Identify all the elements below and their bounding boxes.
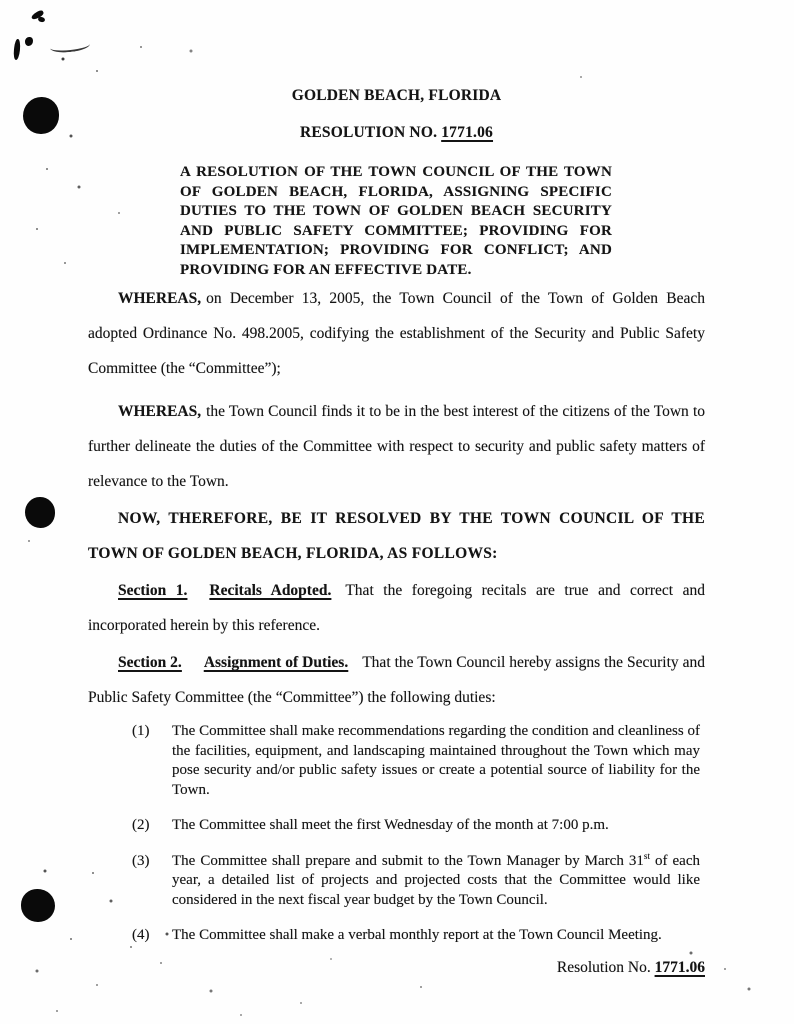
footer-label: Resolution No.	[556, 958, 651, 976]
duty-item-number: (3)	[132, 852, 150, 869]
section-1-text: That the foregoing recitals are true and correct and incorporated herein by this reference.	[88, 582, 705, 634]
whereas-clause-1	[88, 281, 705, 386]
document-city-heading: GOLDEN BEACH, FLORIDA	[291, 87, 502, 104]
section-1	[88, 573, 705, 643]
duty-item-number: (1)	[132, 723, 150, 739]
footer-resolution-reference	[88, 959, 705, 977]
section-1-heading: Recitals Adopted.	[209, 582, 332, 599]
section-2-number: Section 2.	[118, 654, 182, 671]
ink-blob-artifact-top	[23, 97, 59, 134]
section-2	[88, 645, 705, 715]
whereas-text: the Town Council finds it to be in the best interest of the citizens of the Town to further delineate the duties of the Committee with respect to security and public safety matters of relevance to the Town.	[88, 403, 705, 490]
duty-item-number: (2)	[132, 817, 150, 833]
ink-blob-artifact-middle	[25, 497, 55, 528]
ink-scribble-artifact	[13, 39, 21, 61]
section-1-number: Section 1.	[118, 582, 188, 599]
duty-item-text: The Committee shall meet the first Wednesday of the month at 7:00 p.m.	[172, 817, 609, 833]
duty-item-text: The Committee shall make recommendations regarding the condition and cleanliness of the facilities, equipment, and landscaping maintained throughout the Town which may pose security and/or public safety issues or create a potential source of liability for the Town.	[172, 723, 700, 798]
ordinal-superscript: st	[643, 851, 651, 862]
duty-item-2	[132, 816, 705, 836]
resolved-clause: NOW, THEREFORE, BE IT RESOLVED BY THE TOWN COUNCIL OF THE TOWN OF GOLDEN BEACH, FLORIDA, AS FOLLOWS:	[88, 510, 705, 562]
resolution-number-heading	[88, 123, 705, 143]
duty-item-text	[172, 852, 700, 911]
resolution-number: 1771.06	[441, 124, 494, 141]
duty-item-text: The Committee shall make a verbal monthly report at the Town Council Meeting.	[172, 927, 662, 943]
whereas-clause-2	[88, 394, 705, 499]
ink-arc-artifact	[49, 38, 90, 54]
footer-resolution-number: 1771.06	[654, 958, 705, 976]
resolution-label: RESOLUTION NO.	[299, 124, 438, 141]
document-content	[88, 86, 705, 977]
ink-scribble-artifact	[37, 16, 45, 23]
ink-scribble-artifact	[25, 37, 33, 46]
section-2-heading: Assignment of Duties.	[203, 654, 349, 671]
resolution-title-block: A RESOLUTION OF THE TOWN COUNCIL OF THE TOWN OF GOLDEN BEACH, FLORIDA, ASSIGNING SPECIFIC DUTIES TO THE TOWN OF GOLDEN BEACH SECURITY AND PUBLIC SAFETY COMMITTEE; PROVIDING FOR IMPLEMENTATION; PROVIDING FOR CONFLICT; AND PROVIDING FOR AN EFFECTIVE DATE.	[180, 164, 612, 278]
scan-speckles	[0, 0, 2, 2]
duty-item-number: (4)	[132, 927, 150, 943]
duty-item-4	[132, 926, 705, 946]
duty-item-text-part2: of each year, a detailed list of projects and projected costs that the Committee would like considered in the next fiscal year budget by the Town Council.	[172, 852, 700, 908]
section-2-text: That the Town Council hereby assigns the Security and Public Safety Committee (the “Committee”) the following duties:	[88, 654, 705, 706]
duty-item-3	[132, 852, 705, 911]
whereas-lead: WHEREAS,	[118, 403, 202, 420]
duty-item-1	[132, 722, 705, 800]
duty-item-text-part1: The Committee shall prepare and submit to the Town Manager by March 31	[172, 852, 644, 869]
whereas-lead: WHEREAS,	[118, 290, 202, 307]
whereas-text: on December 13, 2005, the Town Council of the Town of Golden Beach adopted Ordinance No. 498.2005, codifying the establishment of the Security and Public Safety Committee (the “Committee”);	[88, 290, 705, 377]
ink-blob-artifact-bottom	[21, 889, 55, 922]
